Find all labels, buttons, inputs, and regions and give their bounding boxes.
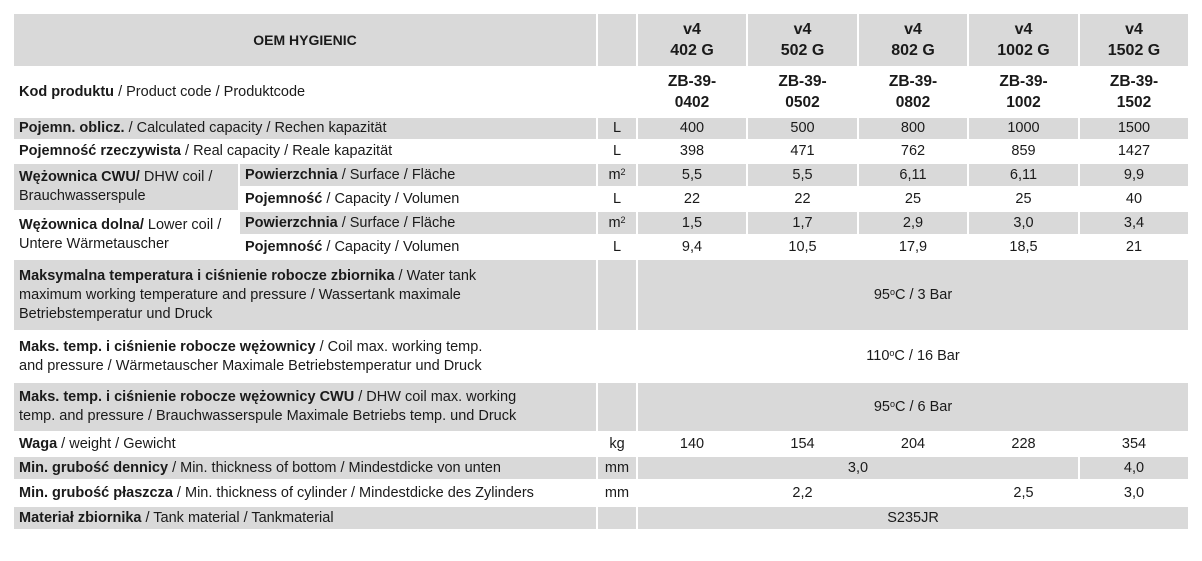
value-cell: 3,4 bbox=[1080, 212, 1190, 236]
value-cell: 3,0 bbox=[1080, 481, 1190, 507]
dhw-coil-label: Wężownica CWU/ DHW coil / Brauchwasserspule bbox=[14, 164, 240, 212]
value-cell: 9,9 bbox=[1080, 164, 1190, 188]
model-header: v4 502 G bbox=[748, 14, 859, 68]
value-cell: 1000 bbox=[969, 118, 1080, 141]
bottom-thickness-row bbox=[14, 457, 1190, 481]
unit-cell: L bbox=[598, 118, 638, 141]
value-cell: 5,5 bbox=[638, 164, 748, 188]
unit-cell bbox=[598, 68, 638, 118]
real-capacity-row bbox=[14, 141, 1190, 164]
value-cell: 25 bbox=[969, 188, 1080, 212]
merged-value-cell: S235JR bbox=[638, 507, 1190, 531]
value-cell: 859 bbox=[969, 141, 1080, 164]
max-dhw-row bbox=[14, 383, 1190, 433]
calc-capacity-row bbox=[14, 118, 1190, 141]
value-cell: 228 bbox=[969, 433, 1080, 457]
value-cell: 18,5 bbox=[969, 236, 1080, 260]
value-cell: 4,0 bbox=[1080, 457, 1190, 481]
lower-coil-label: Wężownica dolna/ Lower coil / Untere Wärmetauscher bbox=[14, 212, 240, 260]
sub-label: Powierzchnia / Surface / Fläche bbox=[240, 164, 598, 188]
unit-header bbox=[598, 14, 638, 68]
value-cell: 2,9 bbox=[859, 212, 969, 236]
value-cell: 40 bbox=[1080, 188, 1190, 212]
model-header: v4 802 G bbox=[859, 14, 969, 68]
max-coil-row bbox=[14, 332, 1190, 383]
value-cell: 6,11 bbox=[859, 164, 969, 188]
row-label: Maksymalna temperatura i ciśnienie robocze zbiornika / Water tank maximum working temperature and pressure / Wassertank maximale Betriebstemperatur und Druck bbox=[14, 260, 598, 332]
max-tank-row bbox=[14, 260, 1190, 332]
product-code-cell: ZB-39- 0502 bbox=[748, 68, 859, 118]
product-code-cell: ZB-39- 1002 bbox=[969, 68, 1080, 118]
unit-cell bbox=[598, 332, 638, 383]
row-label: Pojemn. oblicz. / Calculated capacity / Rechen kapazität bbox=[14, 118, 598, 141]
merged-value-cell: 3,0 bbox=[638, 457, 1080, 481]
unit-cell: $m^2$ bbox=[598, 212, 638, 236]
value-cell: 1,7 bbox=[748, 212, 859, 236]
product-code-row bbox=[14, 68, 1190, 118]
value-cell: 9,4 bbox=[638, 236, 748, 260]
value-cell: 800 bbox=[859, 118, 969, 141]
sub-label: Pojemność / Capacity / Volumen bbox=[240, 188, 598, 212]
unit-cell: L bbox=[598, 188, 638, 212]
merged-value-cell: 95$^o$C / 6 Bar bbox=[638, 383, 1190, 433]
unit-cell bbox=[598, 260, 638, 332]
unit-cell: L bbox=[598, 236, 638, 260]
value-cell: 471 bbox=[748, 141, 859, 164]
row-label: Maks. temp. i ciśnienie robocze wężownicy CWU / DHW coil max. working temp. and pressure / Brauchwasserspule Maximale Betriebs temp. und Druck bbox=[14, 383, 598, 433]
value-cell: 6,11 bbox=[969, 164, 1080, 188]
row-label: Kod produktu / Product code / Produktcode bbox=[14, 68, 598, 118]
sub-label: Pojemność / Capacity / Volumen bbox=[240, 236, 598, 260]
value-cell: 762 bbox=[859, 141, 969, 164]
product-code-cell: ZB-39- 0802 bbox=[859, 68, 969, 118]
value-cell: 25 bbox=[859, 188, 969, 212]
unit-cell: L bbox=[598, 141, 638, 164]
model-header: v4 1502 G bbox=[1080, 14, 1190, 68]
header-row bbox=[14, 14, 1190, 68]
material-row bbox=[14, 507, 1190, 531]
merged-value-cell: 2,2 bbox=[638, 481, 969, 507]
row-label: Min. grubość dennicy / Min. thickness of bottom / Mindestdicke von unten bbox=[14, 457, 598, 481]
value-cell: 154 bbox=[748, 433, 859, 457]
row-label: Pojemność rzeczywista / Real capacity / Reale kapazität bbox=[14, 141, 598, 164]
product-code-cell: ZB-39- 1502 bbox=[1080, 68, 1190, 118]
value-cell: 140 bbox=[638, 433, 748, 457]
value-cell: 10,5 bbox=[748, 236, 859, 260]
value-cell: 21 bbox=[1080, 236, 1190, 260]
value-cell: 500 bbox=[748, 118, 859, 141]
unit-cell: mm bbox=[598, 481, 638, 507]
spec-table bbox=[14, 14, 1190, 531]
value-cell: 398 bbox=[638, 141, 748, 164]
weight-row bbox=[14, 433, 1190, 457]
lower-coil-surface-row bbox=[14, 212, 1190, 236]
value-cell: 354 bbox=[1080, 433, 1190, 457]
unit-cell bbox=[598, 507, 638, 531]
merged-value-cell: 95$^o$C / 3 Bar bbox=[638, 260, 1190, 332]
value-cell: 3,0 bbox=[969, 212, 1080, 236]
value-cell: 17,9 bbox=[859, 236, 969, 260]
value-cell: 2,5 bbox=[969, 481, 1080, 507]
row-label: Materiał zbiornika / Tank material / Tankmaterial bbox=[14, 507, 598, 531]
table-title: OEM HYGIENIC bbox=[14, 14, 598, 68]
unit-cell: $m^2$ bbox=[598, 164, 638, 188]
row-label: Min. grubość płaszcza / Min. thickness of cylinder / Mindestdicke des Zylinders bbox=[14, 481, 598, 507]
value-cell: 5,5 bbox=[748, 164, 859, 188]
unit-cell: kg bbox=[598, 433, 638, 457]
merged-value-cell: 110$^o$C / 16 Bar bbox=[638, 332, 1190, 383]
unit-cell: mm bbox=[598, 457, 638, 481]
unit-cell bbox=[598, 383, 638, 433]
row-label: Maks. temp. i ciśnienie robocze wężownicy / Coil max. working temp. and pressure / Wärmetauscher Maximale Betriebstemperatur und Druck bbox=[14, 332, 598, 383]
dhw-coil-surface-row bbox=[14, 164, 1190, 188]
cylinder-thickness-row bbox=[14, 481, 1190, 507]
value-cell: 22 bbox=[748, 188, 859, 212]
value-cell: 1,5 bbox=[638, 212, 748, 236]
value-cell: 1500 bbox=[1080, 118, 1190, 141]
product-code-cell: ZB-39- 0402 bbox=[638, 68, 748, 118]
value-cell: 1427 bbox=[1080, 141, 1190, 164]
sub-label: Powierzchnia / Surface / Fläche bbox=[240, 212, 598, 236]
value-cell: 400 bbox=[638, 118, 748, 141]
value-cell: 204 bbox=[859, 433, 969, 457]
model-header: v4 1002 G bbox=[969, 14, 1080, 68]
row-label: Waga / weight / Gewicht bbox=[14, 433, 598, 457]
model-header: v4 402 G bbox=[638, 14, 748, 68]
value-cell: 22 bbox=[638, 188, 748, 212]
